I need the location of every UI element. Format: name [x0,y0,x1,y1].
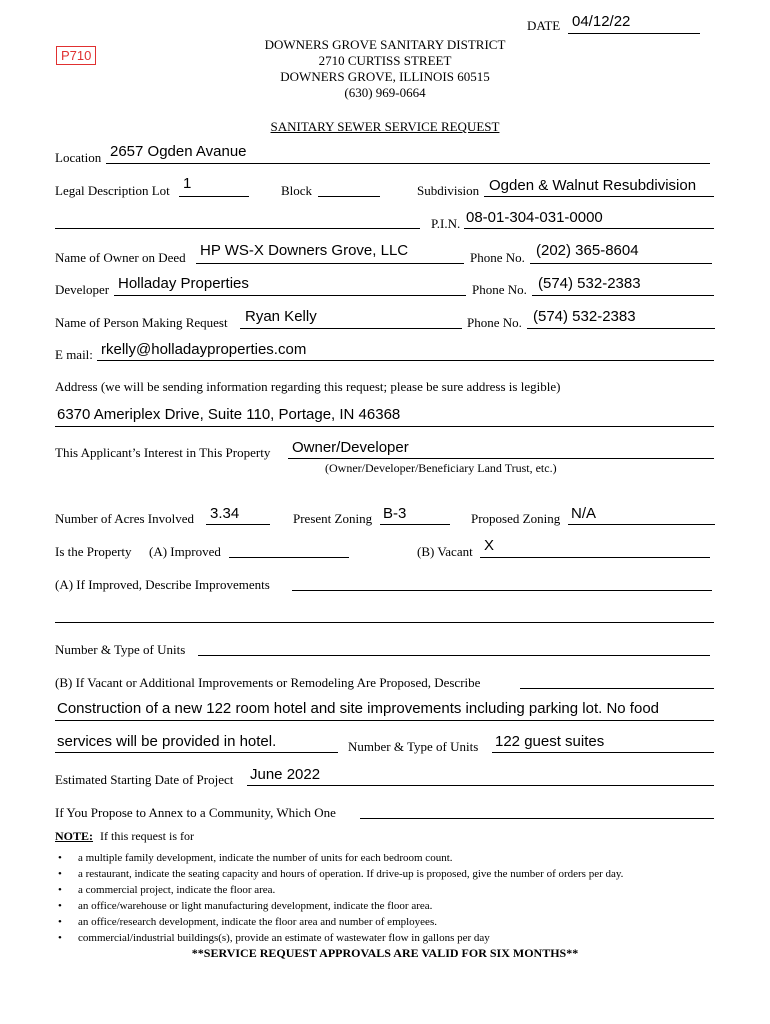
present-zoning-label: Present Zoning [293,511,373,526]
pin-label: P.I.N. [431,216,461,231]
location-underline [106,163,710,164]
describe-line2-underline [55,752,338,753]
subdivision-field[interactable]: Ogden & Walnut Resubdivision [489,177,697,194]
proposed-zoning-field[interactable]: N/A [571,505,597,522]
improvements-field[interactable] [292,590,712,591]
lot-underline [179,196,249,197]
describe-line1-field[interactable]: Construction of a new 122 room hotel and site improvements including parking lot. No food [57,700,659,717]
vacant-describe-label: (B) If Vacant or Additional Improvements or Remodeling Are Proposed, Describe [55,675,481,690]
subdivision-underline [484,196,714,197]
address-field[interactable]: 6370 Ameriplex Drive, Suite 110, Portage, IN 46368 [57,406,401,423]
requester-underline [240,328,462,329]
proposed-zoning-label: Proposed Zoning [471,511,561,526]
developer-phone-underline [532,295,714,296]
requester-field[interactable]: Ryan Kelly [245,308,317,325]
developer-phone-label: Phone No. [472,282,527,297]
address-underline [55,426,714,427]
note-text: If this request is for [100,829,194,843]
pin-underline [464,228,714,229]
lot-label: Legal Description Lot [55,183,170,198]
improved-field[interactable] [229,557,349,558]
improvements-line-2[interactable] [55,622,714,623]
requester-phone-field[interactable]: (574) 532-2383 [533,308,636,325]
pin-field[interactable]: 08-01-304-031-0000 [466,209,603,226]
units2-underline [492,752,714,753]
legal-description-line[interactable] [55,228,420,229]
vacant-underline [480,557,710,558]
note-label: NOTE: [55,829,94,843]
start-date-underline [247,785,714,786]
subdivision-label: Subdivision [417,183,480,198]
present-zoning-underline [380,524,450,525]
bullet-item: a multiple family development, indicate the number of units for each bedroom count. [78,852,453,864]
units2-field[interactable]: 122 guest suites [495,733,605,750]
interest-underline [288,458,714,459]
district-street: 2710 CURTISS STREET [318,53,452,68]
block-label: Block [281,183,313,198]
owner-phone-field[interactable]: (202) 365-8604 [536,242,639,259]
developer-label: Developer [55,282,110,297]
bullet-item: commercial/industrial buildings(s), provide an estimate of wastewater flow in gallons per day [78,932,490,944]
proposed-zoning-underline [568,524,715,525]
date-field[interactable]: 04/12/22 [572,13,631,30]
annex-field[interactable] [360,818,714,819]
start-date-field[interactable]: June 2022 [250,766,321,783]
block-field[interactable] [318,196,380,197]
developer-underline [114,295,466,296]
bullet-dot: • [58,884,62,896]
units-field[interactable] [198,655,710,656]
interest-hint: (Owner/Developer/Beneficiary Land Trust, etc.) [325,461,557,475]
describe-line2-field[interactable]: services will be provided in hotel. [57,733,277,750]
bullet-item: an office/warehouse or light manufacturing development, indicate the floor area. [78,900,433,912]
interest-label: This Applicant’s Interest in This Property [55,445,271,460]
vacant-describe-underline [520,688,714,689]
email-underline [97,360,714,361]
district-city: DOWNERS GROVE, ILLINOIS 60515 [280,69,490,84]
bullet-dot: • [58,932,62,944]
owner-underline [196,263,464,264]
vacant-label: (B) Vacant [417,544,473,559]
units2-label: Number & Type of Units [348,739,479,754]
district-phone: (630) 969-0664 [344,85,426,100]
form-title [0,119,770,135]
requester-label: Name of Person Making Request [55,315,228,330]
approval-validity-notice: **SERVICE REQUEST APPROVALS ARE VALID FOR SIX MONTHS** [191,946,579,960]
owner-phone-underline [530,263,712,264]
bullet-dot: • [58,916,62,928]
bullet-item: a commercial project, indicate the floor area. [78,884,276,896]
vacant-field[interactable]: X [484,537,495,554]
address-label: Address (we will be sending information regarding this request; please be sure address is legible) [55,379,561,394]
district-name: DOWNERS GROVE SANITARY DISTRICT [264,37,506,52]
bullet-item: a restaurant, indicate the seating capacity and hours of operation. If drive-up is proposed, give the number of orders per day. [78,868,624,880]
improved-label: (A) Improved [149,544,221,559]
date-label: DATE [527,18,561,33]
location-label: Location [55,150,102,165]
acres-underline [206,524,270,525]
email-field[interactable]: rkelly@holladayproperties.com [101,341,307,358]
stamp-code: P710 [56,46,96,65]
units-label: Number & Type of Units [55,642,186,657]
form-title-text: SANITARY SEWER SERVICE REQUEST [270,119,500,134]
requester-phone-underline [527,328,715,329]
bullet-dot: • [58,900,62,912]
annex-label: If You Propose to Annex to a Community, Which One [55,805,336,820]
acres-label: Number of Acres Involved [55,511,194,526]
interest-field[interactable]: Owner/Developer [292,439,409,456]
start-date-label: Estimated Starting Date of Project [55,772,234,787]
date-underline [568,33,700,34]
email-label: E mail: [55,347,93,362]
bullet-dot: • [58,852,62,864]
bullet-dot: • [58,868,62,880]
owner-phone-label: Phone No. [470,250,525,265]
developer-field[interactable]: Holladay Properties [118,275,249,292]
developer-phone-field[interactable]: (574) 532-2383 [538,275,641,292]
bullet-item: an office/research development, indicate the floor area and number of employees. [78,916,437,928]
improvements-label: (A) If Improved, Describe Improvements [55,577,270,592]
location-field[interactable]: 2657 Ogden Avanue [110,143,247,160]
owner-field[interactable]: HP WS-X Downers Grove, LLC [200,242,409,259]
requester-phone-label: Phone No. [467,315,522,330]
acres-field[interactable]: 3.34 [210,505,240,522]
property-status-label: Is the Property [55,544,132,559]
owner-label: Name of Owner on Deed [55,250,186,265]
lot-field[interactable]: 1 [183,175,192,192]
present-zoning-field[interactable]: B-3 [383,505,407,522]
describe-line1-underline [55,720,714,721]
